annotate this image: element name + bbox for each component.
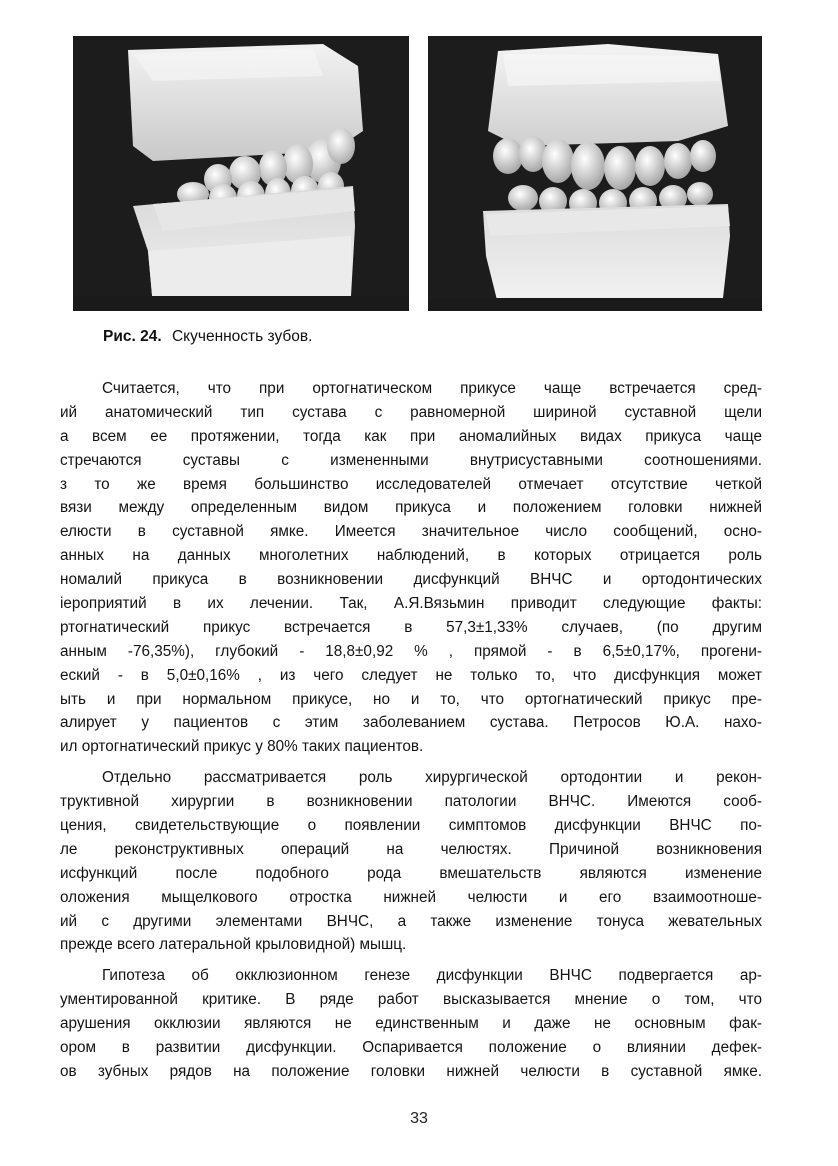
figure-caption bbox=[103, 328, 312, 346]
text-line: ил ортогнатический прикус у 80% таких пациентов. bbox=[60, 738, 424, 756]
text-line: а всем ее протяжении, тогда как при аномалийных видах прикуса чаще bbox=[60, 427, 762, 445]
text-line: Считается, что при ортогнатическом прикусе чаще встречается сред- bbox=[102, 380, 762, 397]
text-line: арушения окклюзии являются не единственным и даже не основным фак- bbox=[60, 1015, 762, 1033]
paragraph-1 bbox=[60, 377, 762, 759]
body-text bbox=[60, 377, 762, 1084]
text-line: исфункций после подобного рода вмешательств являются изменение bbox=[60, 864, 762, 882]
text-line: з то же время большинство исследователей отмечает отсутствие четкой bbox=[60, 475, 762, 493]
text-line: стречаются суставы с измененными внутрисуставными соотношениями. bbox=[60, 451, 762, 469]
text-line: анных на данных многолетних наблюдений, в которых отрицается роль bbox=[60, 547, 762, 565]
paragraph-2 bbox=[60, 766, 762, 957]
figure-caption-label: Рис. 24. bbox=[103, 328, 162, 345]
text-line: ртогнатический прикус встречается в 57,3±1,33% случаев, (по другим bbox=[60, 618, 762, 636]
text-line: Отдельно рассматривается роль хирургической ортодонтии и рекон- bbox=[102, 769, 762, 787]
dental-cast-photo-left bbox=[73, 36, 409, 311]
text-line: ий анатомический тип сустава с равномерной шириной суставной щели bbox=[60, 403, 762, 421]
text-line: еский - в 5,0±0,16% , из чего следует не только то, что дисфункция может bbox=[60, 666, 762, 684]
text-line: Гипотеза об окклюзионном генезе дисфункции ВНЧС подвергается ар- bbox=[102, 967, 762, 985]
text-line: оложения мыщелкового отростка нижней челюсти и его взаимоотноше- bbox=[60, 888, 762, 906]
paragraph-3 bbox=[60, 964, 762, 1083]
page-number: 33 bbox=[410, 1110, 428, 1127]
text-line: ыть и при нормальном прикусе, но и то, что ортогнатический прикус пре- bbox=[60, 690, 762, 708]
text-line: елюсти в суставной ямке. Имеется значительное число сообщений, осно- bbox=[60, 523, 762, 541]
text-line: алирует у пациентов с этим заболеванием сустава. Петросов Ю.А. нахо- bbox=[60, 714, 762, 732]
text-line: ументированной критике. В ряде работ высказывается мнение о том, что bbox=[60, 991, 762, 1009]
dental-cast-right-illustration bbox=[428, 36, 762, 311]
text-line: ле реконструктивных операций на челюстях. Причиной возникновения bbox=[60, 840, 762, 858]
dental-cast-photo-right bbox=[428, 36, 762, 311]
text-line: ий с другими элементами ВНЧС, а также изменение тонуса жевательных bbox=[60, 912, 762, 930]
text-line: труктивной хирургии в возникновении патологии ВНЧС. Имеются сооб- bbox=[60, 793, 762, 811]
text-line: прежде всего латеральной крыловидной) мышц. bbox=[60, 936, 407, 954]
dental-cast-left-illustration bbox=[73, 36, 409, 311]
text-line: анным -76,35%), глубокий - 18,8±0,92 % , прямой - в 6,5±0,17%, прогени- bbox=[60, 642, 762, 660]
text-line: вязи между определенным видом прикуса и положением головки нижней bbox=[60, 499, 762, 517]
text-line: ов зубных рядов на положение головки нижней челюсти в суставной ямке. bbox=[60, 1062, 762, 1080]
figure-caption-text: Скученность зубов. bbox=[171, 328, 313, 345]
text-line: іероприятий в их лечении. Так, А.Я.Вязьмин приводит следующие факты: bbox=[60, 595, 762, 613]
text-line: цения, свидетельствующие о появлении симптомов дисфункции ВНЧС по- bbox=[60, 817, 762, 835]
text-line: номалий прикуса в возникновении дисфункций ВНЧС и ортодонтических bbox=[60, 571, 762, 589]
text-line: ором в развитии дисфункции. Оспаривается положение о влиянии дефек- bbox=[60, 1039, 762, 1057]
